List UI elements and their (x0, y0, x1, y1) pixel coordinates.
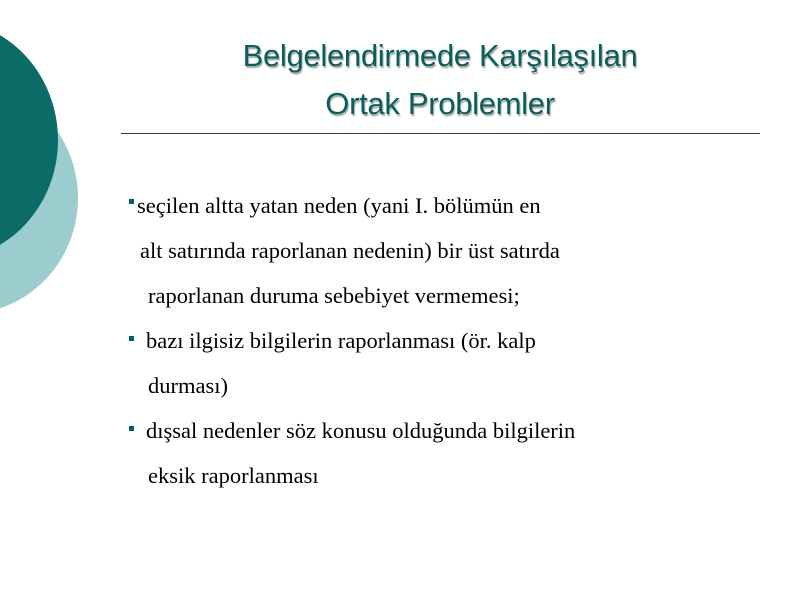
bullet-1-line-2: alt satırında raporlanan nedenin) bir üst satırda (140, 238, 560, 263)
bullet-1-line-1: seçilen altta yatan neden (yani I. bölümün en (137, 193, 541, 218)
bullet-2-line-1: bazı ilgisiz bilgilerin raporlanması (ör. kalp (146, 328, 536, 353)
bullet-2-line-2: durması) (148, 373, 228, 398)
bullet-3-line-2: eksik raporlanması (148, 463, 319, 488)
square-bullet-icon (129, 336, 134, 341)
bullet-3-line-1: dışsal nedenler söz konusu olduğunda bilgilerin (146, 418, 576, 443)
square-bullet-icon (129, 426, 134, 431)
bullet-1-line-3: raporlanan duruma sebebiyet vermemesi; (148, 283, 520, 308)
slide-title-line-2: Ortak Problemler (325, 86, 555, 121)
square-bullet-icon (129, 199, 134, 204)
slide-title-line-1: Belgelendirmede Karşılaşılan (242, 38, 638, 73)
